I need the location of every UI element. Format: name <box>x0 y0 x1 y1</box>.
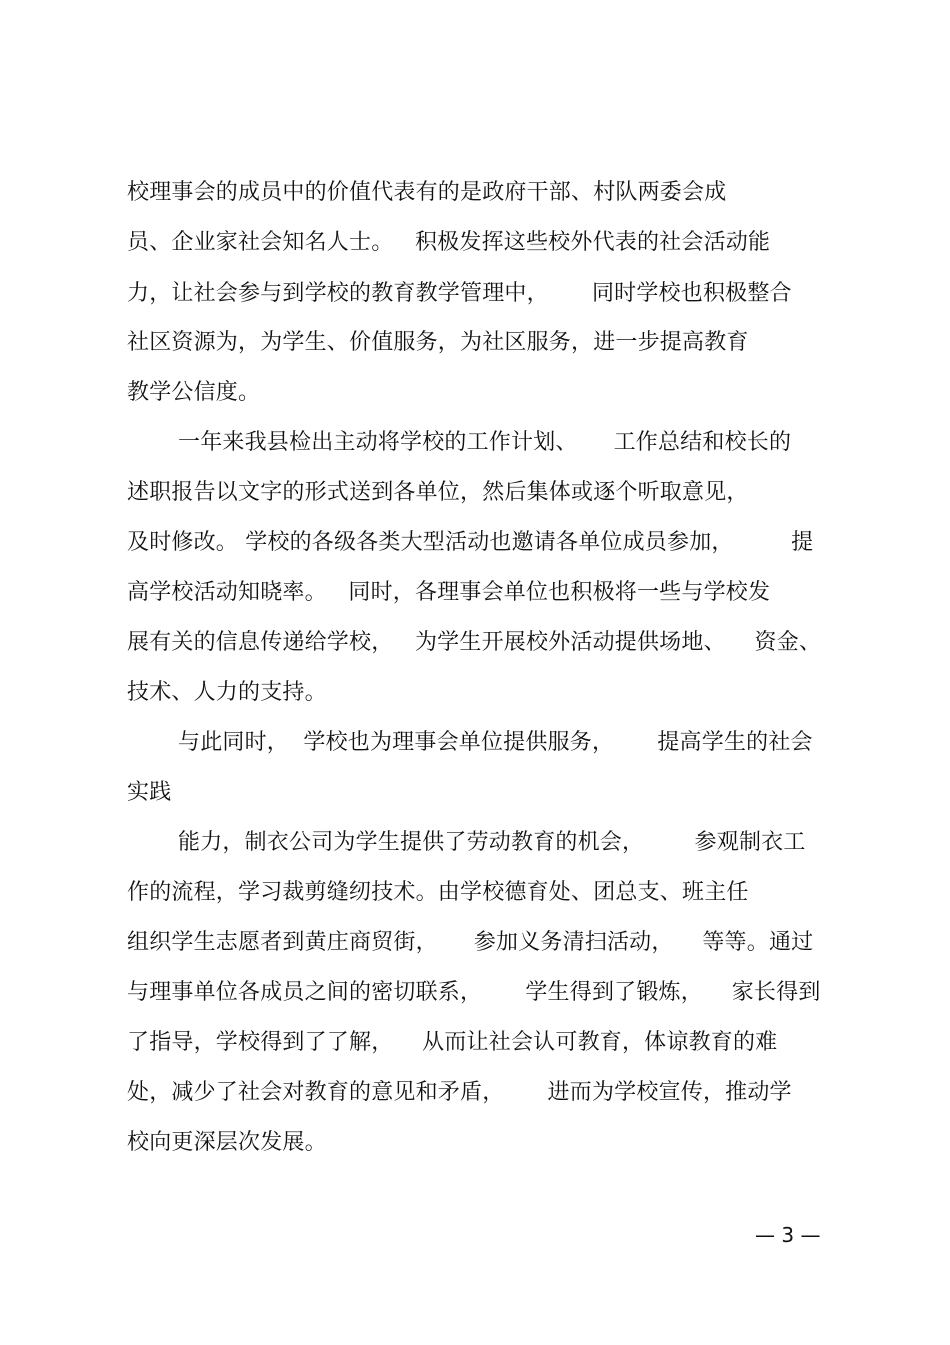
text-line: 处，减少了社会对教育的意见和矛盾， 进而为学校宣传，推动学 <box>127 1080 792 1105</box>
paragraph-first-line: 能力，制衣公司为学生提供了劳动教育的机会， 参观制衣工 <box>178 830 806 855</box>
paragraph-first-line: 与此同时， 学校也为理事会单位提供服务， 提高学生的社会 <box>178 730 813 755</box>
text-line: 组织学生志愿者到黄庄商贸街， 参加义务清扫活动， 等等。通过 <box>127 930 814 955</box>
text-line: 员、企业家社会知名人士。 积极发挥这些校外代表的社会活动能 <box>127 230 771 255</box>
text-line: 力，让社会参与到学校的教育教学管理中， 同时学校也积极整合 <box>127 281 792 306</box>
text-line: 作的流程，学习裁剪缝纫技术。由学校德育处、团总支、班主任 <box>127 880 749 905</box>
text-line: 高学校活动知晓率。 同时，各理事会单位也积极将一些与学校发 <box>127 580 771 605</box>
text-line: 展有关的信息传递给学校， 为学生开展校外活动提供场地、 资金、 <box>127 630 822 655</box>
page-number: — 3 — <box>755 1223 821 1247</box>
text-line: 校理事会的成员中的价值代表有的是政府干部、村队两委会成 <box>127 180 727 205</box>
text-line: 教学公信度。 <box>127 380 261 405</box>
text-line: 校向更深层次发展。 <box>127 1130 327 1155</box>
text-line: 及时修改。 学校的各级各类大型活动也邀请各单位成员参加， 提 <box>127 530 814 555</box>
text-line: 述职报告以文字的形式送到各单位，然后集体或逐个听取意见， <box>127 480 749 505</box>
text-line: 与理事单位各成员之间的密切联系， 学生得到了锻炼， 家长得到 <box>127 980 821 1005</box>
paragraph-first-line: 一年来我县检出主动将学校的工作计划、 工作总结和校长的 <box>178 430 792 455</box>
text-line: 技术、人力的支持。 <box>127 680 327 705</box>
text-line: 了指导，学校得到了了解， 从而让社会认可教育，体谅教育的难 <box>127 1030 778 1055</box>
text-line: 实践 <box>127 780 172 805</box>
text-line: 社区资源为，为学生、价值服务，为社区服务，进一步提高教育 <box>127 330 749 355</box>
